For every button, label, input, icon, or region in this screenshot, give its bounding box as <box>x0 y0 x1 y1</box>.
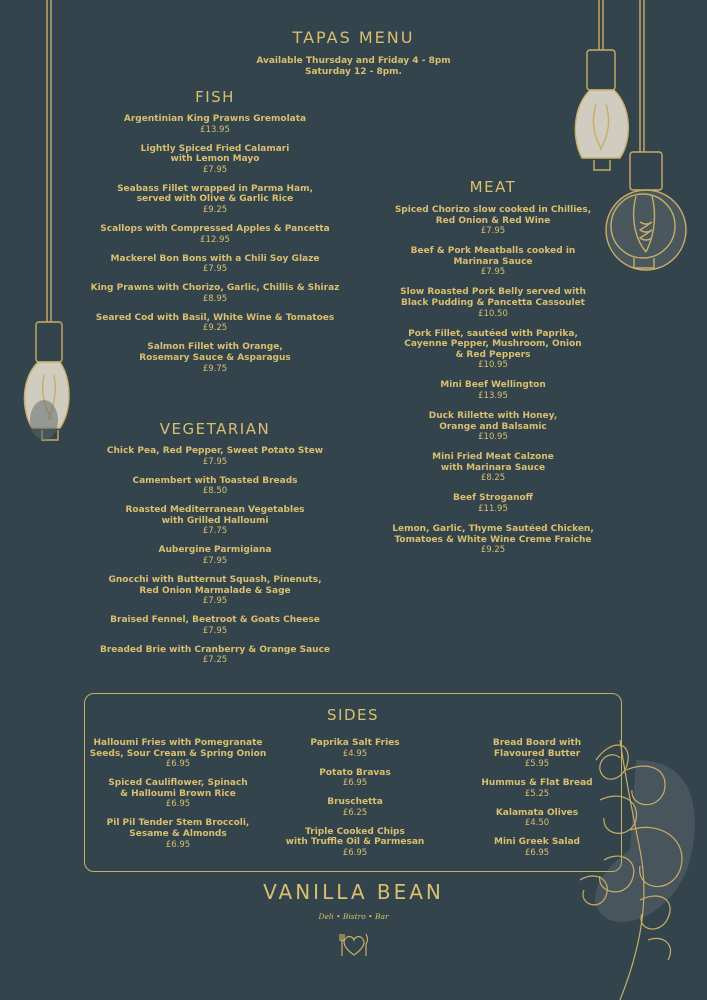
item-name: Camembert with Toasted Breads <box>132 475 298 486</box>
availability-line-2: Saturday 12 - 8pm. <box>305 67 402 77</box>
menu-item <box>60 545 370 566</box>
item-price: £5.25 <box>524 788 550 799</box>
menu-item <box>368 246 618 277</box>
item-price: £8.50 <box>202 486 228 497</box>
item-price: £7.95 <box>202 555 228 566</box>
vegetarian-section <box>60 446 370 674</box>
menu-item <box>462 808 612 829</box>
availability-info <box>0 56 707 78</box>
brand-name: VANILLA BEAN <box>263 880 444 904</box>
item-name: Seabass Fillet wrapped in Parma Ham, served with Olive & Garlic Rice <box>117 183 313 205</box>
menu-item <box>60 114 370 135</box>
item-price: £6.95 <box>165 759 191 770</box>
item-name: Seared Cod with Basil, White Wine & Tomatoes <box>95 312 335 323</box>
menu-item <box>88 818 268 849</box>
item-price: £7.95 <box>202 264 228 275</box>
item-price: £10.95 <box>478 432 508 443</box>
menu-item <box>60 505 370 536</box>
item-name: Hummus & Flat Bread <box>481 778 593 789</box>
item-price: £7.75 <box>202 526 228 537</box>
meat-heading: MEAT <box>469 178 517 196</box>
sides-heading: SIDES <box>327 706 379 724</box>
sides-column-2 <box>270 738 440 867</box>
menu-item <box>60 342 370 373</box>
menu-item <box>60 254 370 275</box>
item-name: Pil Pil Tender Stem Broccoli, Sesame & Almonds <box>106 818 250 839</box>
item-name: Halloumi Fries with Pomegranate Seeds, Sour Cream & Spring Onion <box>89 738 267 759</box>
menu-item <box>270 797 440 818</box>
item-name: Lightly Spiced Fried Calamari with Lemon Mayo <box>140 143 290 165</box>
item-price: £6.95 <box>524 847 550 858</box>
menu-item <box>60 144 370 175</box>
item-price: £7.95 <box>202 456 228 467</box>
item-name: Roasted Mediterranean Vegetables with Grilled Halloumi <box>125 505 305 526</box>
menu-item <box>462 778 612 799</box>
left-bulb-shadow <box>30 400 58 440</box>
item-price: £10.95 <box>478 360 508 371</box>
item-price: £8.25 <box>480 473 506 484</box>
item-name: Aubergine Parmigiana <box>158 545 272 556</box>
vegetarian-heading: VEGETARIAN <box>159 420 271 438</box>
menu-item <box>60 615 370 636</box>
menu-item <box>270 827 440 858</box>
item-price: £4.50 <box>524 818 550 829</box>
item-price: £9.25 <box>480 545 506 556</box>
item-price: £6.95 <box>165 839 191 850</box>
item-name: Gnocchi with Butternut Squash, Pinenuts, Red Onion Marmalade & Sage <box>108 574 322 596</box>
item-name: Paprika Salt Fries <box>310 738 400 748</box>
item-price: £7.95 <box>202 625 228 636</box>
item-price: £7.25 <box>202 655 228 666</box>
meat-section <box>368 205 618 565</box>
menu-item <box>60 645 370 666</box>
item-name: Potato Bravas <box>319 767 391 778</box>
brand-tagline: Deli • Bistro • Bar <box>318 912 389 921</box>
item-price: £6.95 <box>165 799 191 810</box>
menu-item <box>368 452 618 483</box>
menu-item <box>60 476 370 497</box>
item-price: £9.25 <box>202 323 228 334</box>
hanging-bulb-icon <box>575 0 628 170</box>
item-name: Mini Fried Meat Calzone with Marinara Sauce <box>432 452 554 473</box>
item-name: Mini Beef Wellington <box>440 380 546 391</box>
item-name: Chick Pea, Red Pepper, Sweet Potato Stew <box>106 446 324 456</box>
heart-cutlery-logo-icon <box>338 928 370 960</box>
item-name: Spiced Cauliflower, Spinach & Halloumi Brown Rice <box>108 778 248 799</box>
sides-column-3 <box>462 738 612 867</box>
item-name: Mini Greek Salad <box>494 837 580 848</box>
menu-item <box>368 493 618 514</box>
item-price: £4.95 <box>342 748 368 759</box>
fish-heading: FISH <box>195 88 235 106</box>
item-name: Kalamata Olives <box>495 807 579 818</box>
item-price: £6.95 <box>342 847 368 858</box>
item-name: Mackerel Bon Bons with a Chili Soy Glaze <box>110 253 320 264</box>
item-price: £7.95 <box>480 226 506 237</box>
item-name: Beef Stroganoff <box>453 493 533 504</box>
menu-item <box>368 411 618 442</box>
item-name: Salmon Fillet with Orange, Rosemary Sauce & Asparagus <box>139 342 291 363</box>
item-price: £9.25 <box>202 204 228 215</box>
menu-item <box>60 224 370 245</box>
item-price: £8.95 <box>202 293 228 304</box>
menu-title: TAPAS MENU <box>292 28 415 47</box>
item-name: Bruschetta <box>327 797 383 808</box>
item-price: £9.75 <box>202 363 228 374</box>
menu-item <box>270 768 440 789</box>
availability-line-1: Available Thursday and Friday 4 - 8pm <box>256 56 451 66</box>
item-price: £6.95 <box>342 778 368 789</box>
menu-item <box>60 575 370 606</box>
item-name: King Prawns with Chorizo, Garlic, Chillis & Shiraz <box>90 283 340 294</box>
item-price: £5.95 <box>524 759 550 770</box>
menu-item <box>368 524 618 555</box>
item-price: £12.95 <box>200 234 230 245</box>
menu-item <box>462 837 612 858</box>
menu-item <box>60 184 370 215</box>
sides-column-1 <box>88 738 268 859</box>
item-name: Bread Board with Flavoured Butter <box>492 738 582 759</box>
item-price: £7.95 <box>480 267 506 278</box>
menu-item <box>60 283 370 304</box>
menu-item <box>88 778 268 809</box>
item-price: £10.50 <box>478 308 508 319</box>
menu-item <box>60 446 370 467</box>
item-price: £7.95 <box>202 164 228 175</box>
item-price: £13.95 <box>200 124 230 135</box>
menu-item <box>88 738 268 769</box>
item-name: Slow Roasted Pork Belly served with Black Pudding & Pancetta Cassoulet <box>400 287 586 308</box>
item-name: Pork Fillet, sautéed with Paprika, Cayenne Pepper, Mushroom, Onion & Red Peppers <box>404 328 582 360</box>
menu-item <box>60 313 370 334</box>
menu-item <box>368 380 618 401</box>
item-name: Scallops with Compressed Apples & Pancetta <box>100 223 330 234</box>
item-price: £11.95 <box>478 503 508 514</box>
item-name: Spiced Chorizo slow cooked in Chillies, Red Onion & Red Wine <box>394 205 592 226</box>
item-name: Triple Cooked Chips with Truffle Oil & Parmesan <box>285 826 425 848</box>
item-name: Argentinian King Prawns Gremolata <box>123 114 307 124</box>
menu-item <box>368 329 618 371</box>
item-name: Duck Rillette with Honey, Orange and Balsamic <box>428 410 558 432</box>
menu-item <box>368 287 618 318</box>
menu-item <box>270 738 440 759</box>
item-name: Breaded Brie with Cranberry & Orange Sauce <box>99 644 331 655</box>
menu-item <box>462 738 612 769</box>
item-price: £13.95 <box>478 390 508 401</box>
menu-item <box>368 205 618 236</box>
item-price: £6.25 <box>342 807 368 818</box>
fish-section <box>60 114 370 383</box>
item-name: Lemon, Garlic, Thyme Sautéed Chicken, Tomatoes & White Wine Creme Fraiche <box>392 523 594 545</box>
item-price: £7.95 <box>202 596 228 607</box>
item-name: Braised Fennel, Beetroot & Goats Cheese <box>110 615 320 626</box>
item-name: Beef & Pork Meatballs cooked in Marinara Sauce <box>410 246 576 267</box>
